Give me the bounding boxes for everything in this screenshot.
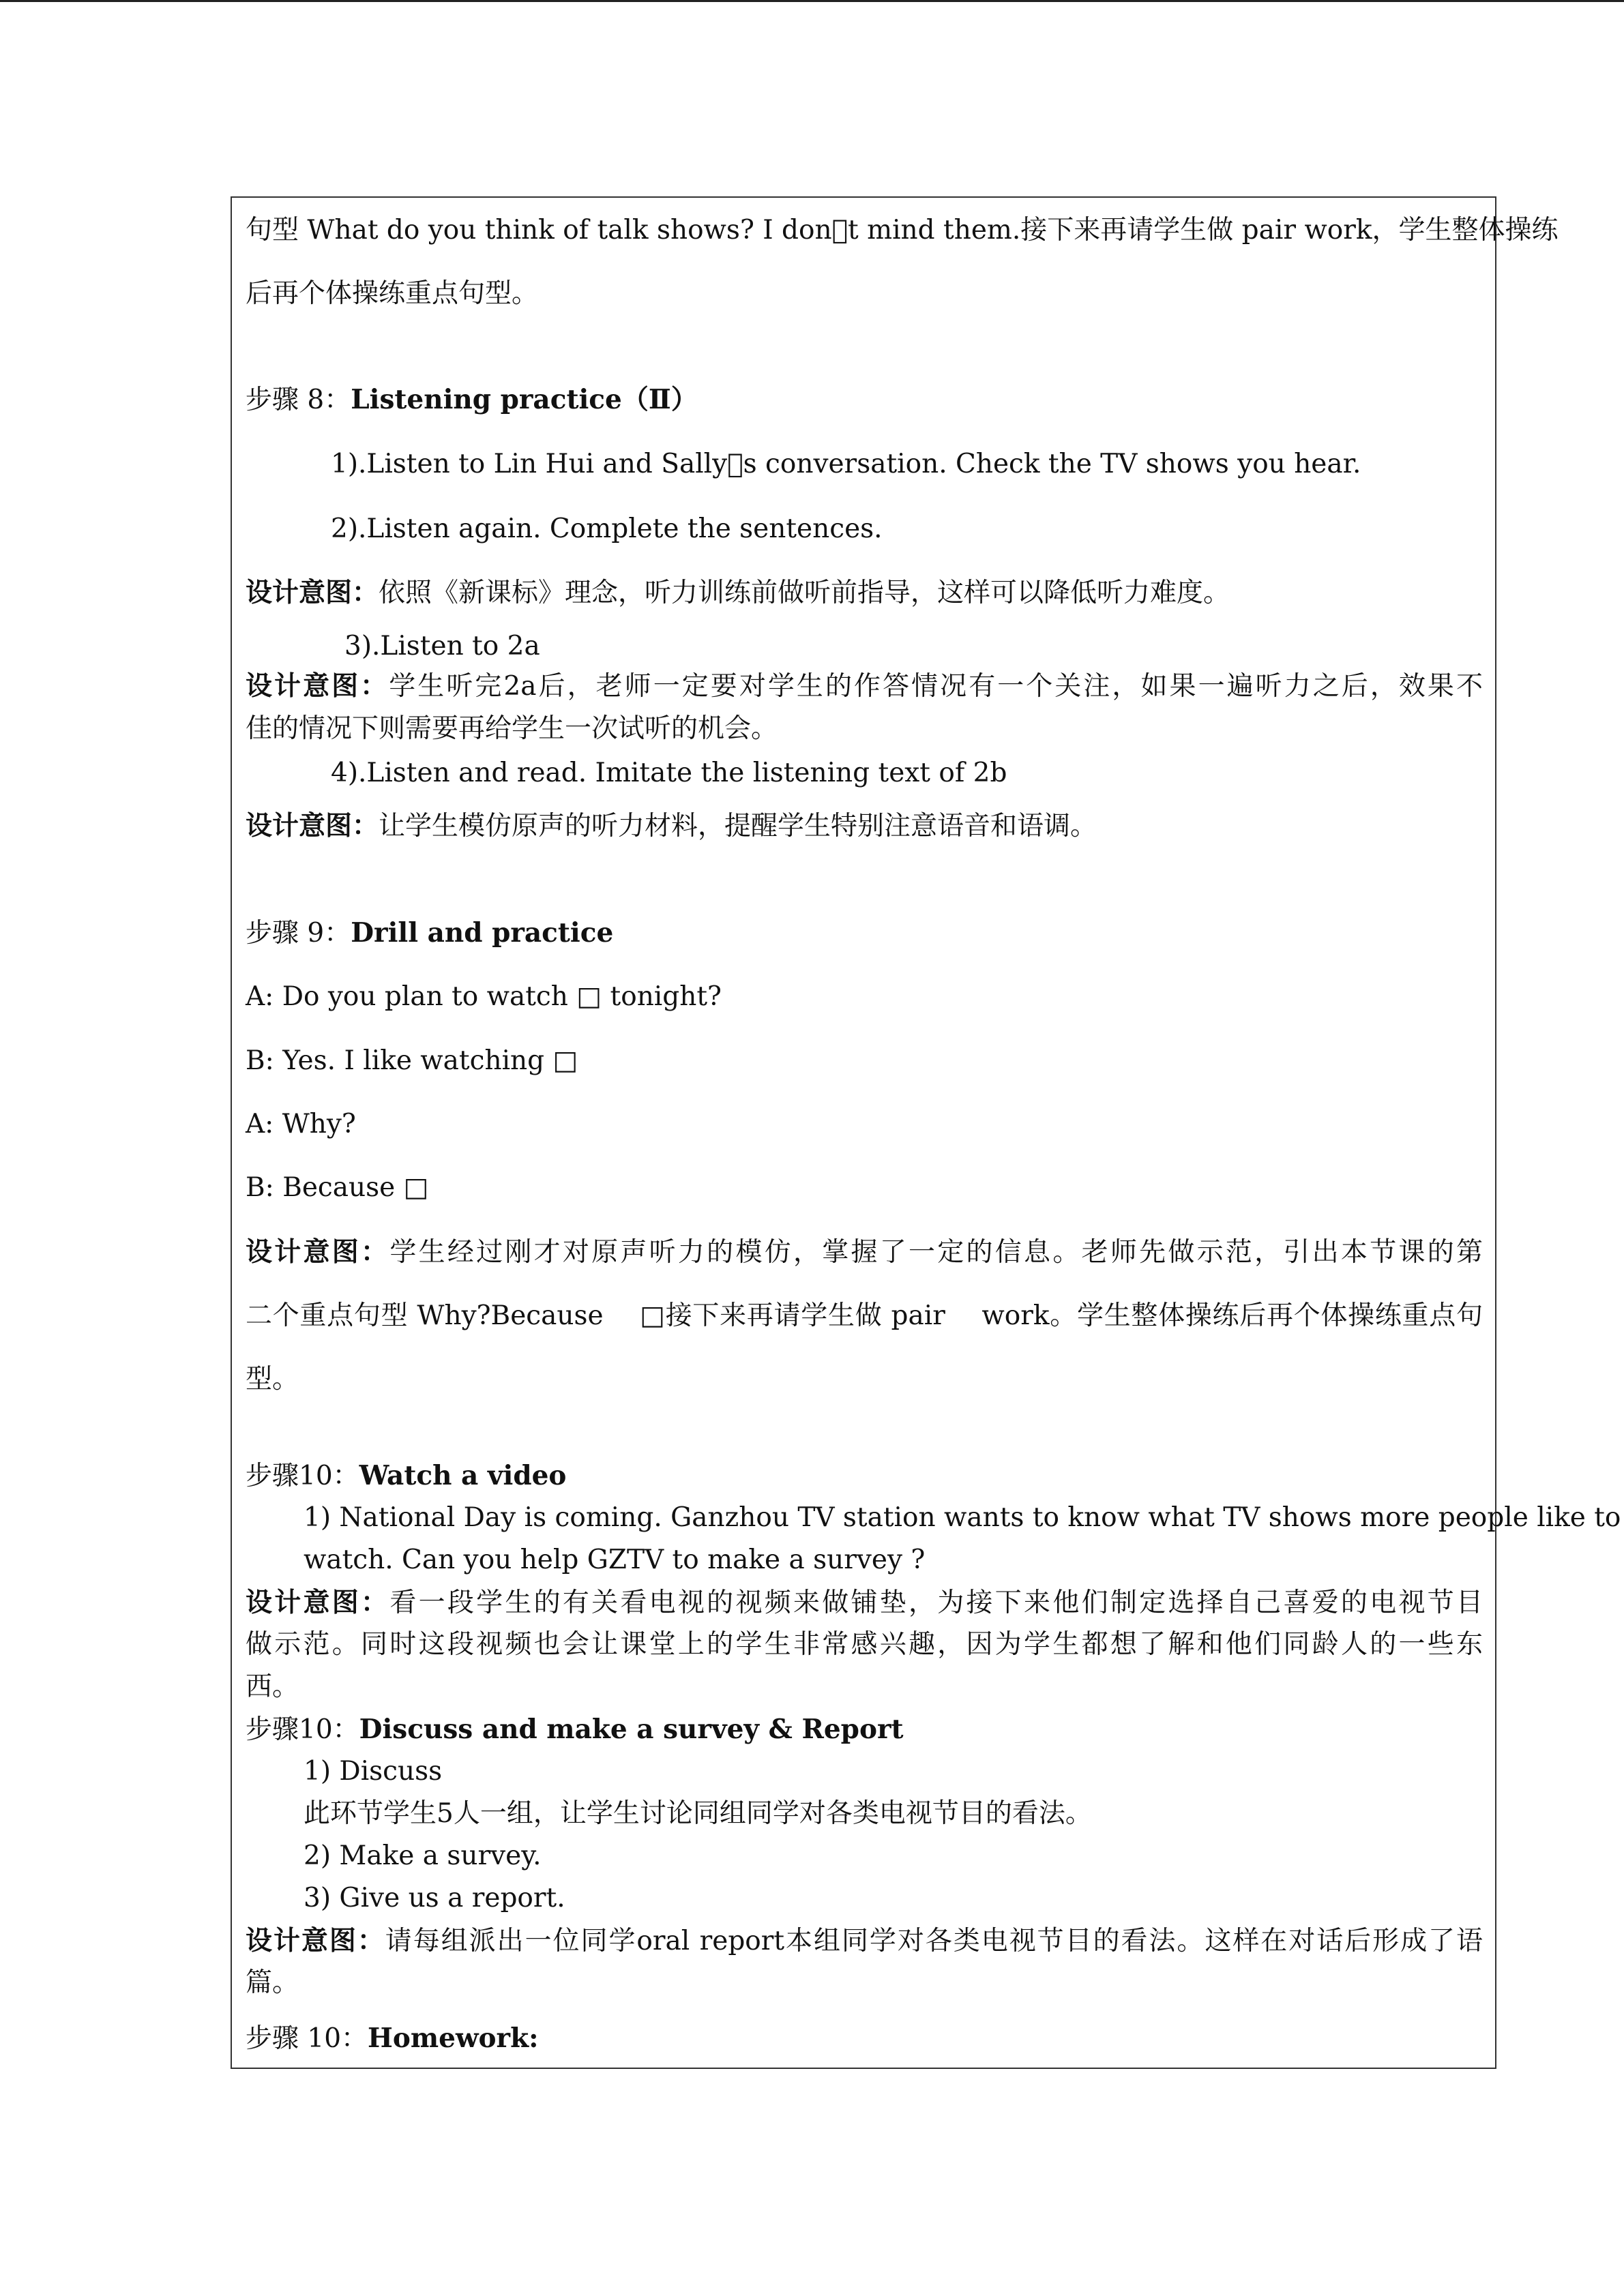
- text-run: A: Why?: [246, 1109, 356, 1139]
- text-run: 步骤10：: [246, 1714, 359, 1745]
- text-line: [246, 1298, 1483, 1334]
- text-run: 步骤 10：: [246, 2023, 368, 2054]
- text-line: [304, 1542, 925, 1578]
- text-run: 二个重点句型 Why?Because □接下来再请学生做 pair work。学生整体操练后再个体操练重点句: [246, 1300, 1483, 1331]
- text-run: 型。: [246, 1364, 299, 1395]
- dialogue-line: [246, 1043, 578, 1079]
- text-line: [344, 629, 540, 664]
- text-line: [246, 1627, 1483, 1663]
- bold-label: 设计意图：: [246, 577, 379, 608]
- text-run: 步骤 8：: [246, 385, 351, 415]
- text-run: 学生经过刚才对原声听力的模仿，掌握了一定的信息。老师先做示范，引出本节课的第: [389, 1237, 1483, 1268]
- text-run: 3).Listen to 2a: [344, 631, 540, 661]
- text-line: [304, 1500, 1621, 1536]
- bold-label: 设计意图：: [246, 1925, 385, 1956]
- text-line: [304, 1754, 442, 1789]
- text-run: 4).Listen and read. Imitate the listening text of 2b: [331, 758, 1007, 788]
- text-run: 篇。: [246, 1967, 299, 1998]
- text-line: [246, 213, 1551, 248]
- dialogue-line: [246, 1107, 356, 1142]
- step-heading: [246, 915, 613, 951]
- text-run: A: Do you plan to watch □ tonight?: [246, 981, 722, 1012]
- step-heading: [246, 1458, 566, 1493]
- design-intent: [246, 575, 1230, 610]
- text-line: [304, 1838, 542, 1874]
- bold-label: Discuss and make a survey & Report: [359, 1714, 904, 1745]
- step-heading: [246, 2021, 539, 2056]
- text-run: B: Because □: [246, 1172, 429, 1203]
- text-line: [246, 276, 538, 312]
- bold-label: 设计意图：: [246, 810, 379, 841]
- bold-label: 设计意图：: [246, 1236, 390, 1268]
- bold-label: Homework:: [368, 2023, 539, 2054]
- design-intent: [246, 808, 1097, 844]
- text-run: 学生听完2a后，老师一定要对学生的作答情况有一个关注，如果一遍听力之后，效果不: [389, 671, 1483, 702]
- design-intent: [246, 1585, 1483, 1620]
- page-top-border: [0, 0, 1624, 2]
- bold-label: Watch a video: [359, 1460, 567, 1491]
- dialogue-line: [246, 979, 722, 1015]
- text-run: 依照《新课标》理念，听力训练前做听前指导，这样可以降低听力难度。: [379, 578, 1230, 608]
- bold-label: Listening practice（Ⅱ）: [351, 384, 698, 415]
- text-run: 句型 What do you think of talk shows? I don t mind them.接下来再请学生做 pair work，学生整体操练: [246, 215, 1551, 245]
- text-run: 此环节学生5人一组，让学生讨论同组同学对各类电视节目的看法。: [304, 1798, 1092, 1829]
- text-line: [246, 1669, 299, 1705]
- text-run: watch. Can you help GZTV to make a survey ?: [304, 1545, 926, 1575]
- text-line: [304, 1796, 1092, 1832]
- text-run: 后再个体操练重点句型。: [246, 278, 539, 309]
- text-run: 步骤10：: [246, 1461, 359, 1491]
- text-run: 1).Listen to Lin Hui and Sally s conversation. Check the TV shows you hear.: [331, 449, 1354, 479]
- text-run: 1) Discuss: [304, 1756, 443, 1787]
- text-run: 2).Listen again. Complete the sentences.: [331, 513, 883, 544]
- design-intent: [246, 1234, 1483, 1270]
- text-run: 做示范。同时这段视频也会让课堂上的学生非常感兴趣，因为学生都想了解和他们同龄人的一些东: [246, 1629, 1483, 1660]
- text-run: 1) National Day is coming. Ganzhou TV station wants to know what TV shows more people like to: [304, 1502, 1621, 1533]
- text-line: [331, 511, 883, 547]
- text-line: [331, 447, 1361, 482]
- design-intent: [246, 1923, 1483, 1958]
- text-run: 佳的情况下则需要再给学生一次试听的机会。: [246, 713, 778, 744]
- text-run: 请每组派出一位同学oral report本组同学对各类电视节目的看法。这样在对话后形成了语: [385, 1926, 1483, 1956]
- text-run: B: Yes. I like watching □: [246, 1045, 578, 1076]
- text-run: 2) Make a survey.: [304, 1840, 542, 1871]
- step-heading: [246, 382, 698, 417]
- dialogue-line: [246, 1170, 429, 1206]
- step-heading: [246, 1712, 904, 1747]
- bold-label: Drill and practice: [351, 917, 614, 949]
- text-run: 3) Give us a report.: [304, 1883, 565, 1913]
- text-line: [246, 1362, 299, 1397]
- text-line: [331, 756, 1007, 791]
- text-run: 让学生模仿原声的听力材料，提醒学生特别注意语音和语调。: [379, 811, 1097, 841]
- text-line: [246, 711, 778, 747]
- bold-label: 设计意图：: [246, 1587, 390, 1618]
- text-run: 步骤 9：: [246, 918, 351, 949]
- text-line: [304, 1881, 565, 1916]
- text-run: 西。: [246, 1671, 299, 1702]
- text-line: [246, 1965, 299, 2001]
- text-run: 看一段学生的有关看电视的视频来做铺垫，为接下来他们制定选择自己喜爱的电视节目: [389, 1587, 1483, 1618]
- bold-label: 设计意图：: [246, 670, 389, 702]
- design-intent: [246, 668, 1483, 704]
